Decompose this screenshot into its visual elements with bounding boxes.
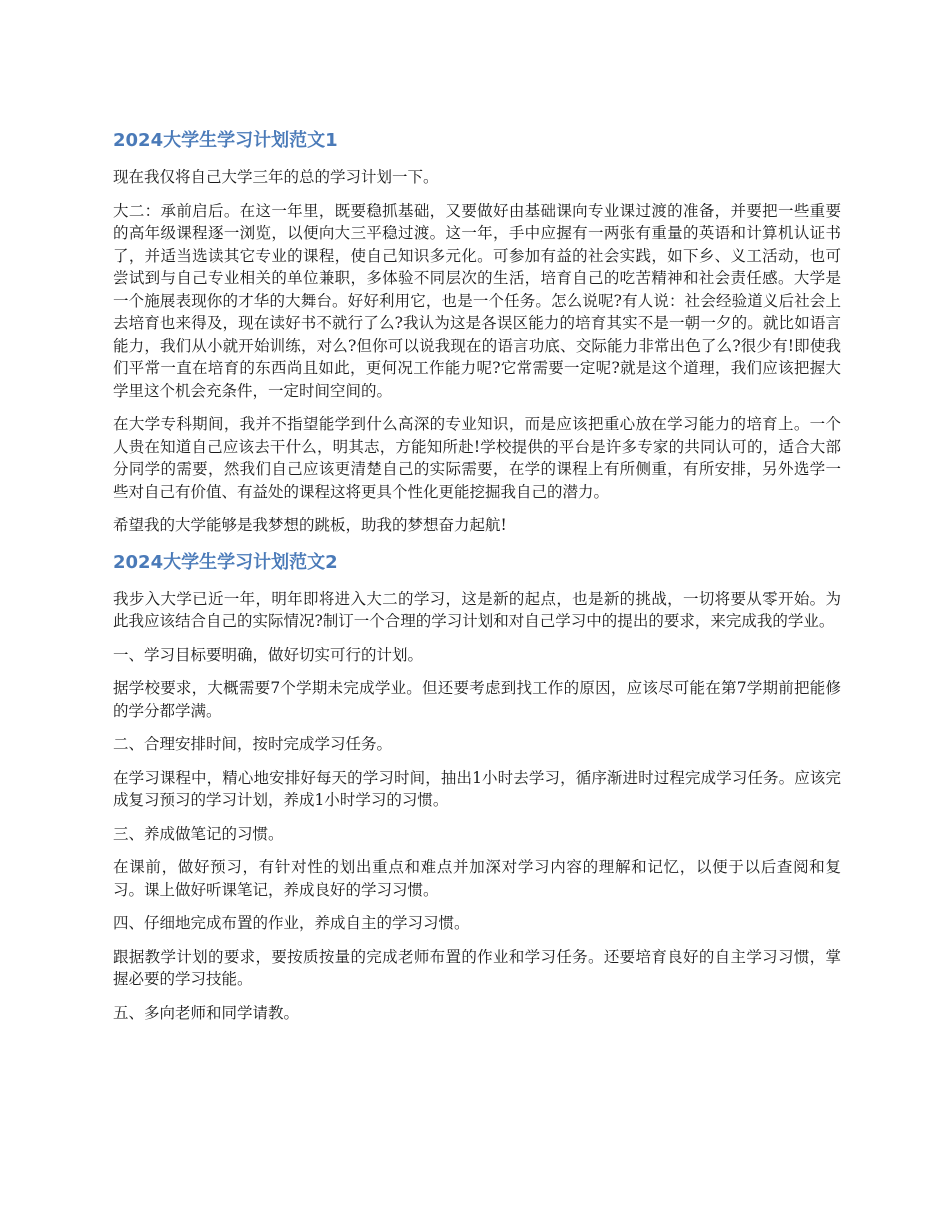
paragraph: 在学习课程中，精心地安排好每天的学习时间，抽出1小时去学习，循序渐进时过程完成学习任务。应该完成复习预习的学习计划，养成1小时学习的习惯。: [113, 768, 841, 809]
document-page: [113, 128, 841, 1035]
paragraph: 希望我的大学能够是我梦想的跳板，助我的梦想奋力起航!: [113, 516, 507, 534]
paragraph: 据学校要求，大概需要7个学期未完成学业。但还要考虑到找工作的原因，应该尽可能在第7学期前把能修的学分都学满。: [113, 679, 841, 720]
paragraph: 在大学专科期间，我并不指望能学到什么高深的专业知识，而是应该把重心放在学习能力的培育上。一个人贵在知道自己应该去干什么，明其志，方能知所赴!学校提供的平台是许多专家的共同认可的，适合大部分同学的需要，然我们自己应该更清楚自己的实际需要，在学的课程上有所侧重，有所安排，另外选学一些对自己有价值、有益处的课程这将更具个性化更能挖掘我自己的潜力。: [113, 415, 841, 501]
section-heading: 2024大学生学习计划范文2: [113, 551, 338, 573]
paragraph: 五、多向老师和同学请教。: [113, 1003, 300, 1022]
paragraph: 在课前，做好预习，有针对性的划出重点和难点并加深对学习内容的理解和记忆，以便于以后查阅和复习。课上做好听课笔记，养成良好的学习习惯。: [113, 858, 841, 899]
paragraph: 现在我仅将自己大学三年的总的学习计划一下。: [113, 168, 439, 186]
paragraph: 跟据教学计划的要求，要按质按量的完成老师布置的作业和学习任务。还要培育良好的自主学习习惯，掌握必要的学习技能。: [113, 947, 841, 988]
paragraph: 一、学习目标要明确，做好切实可行的计划。: [113, 645, 424, 664]
section-heading: 2024大学生学习计划范文1: [113, 130, 338, 151]
paragraph: 二、合理安排时间，按时完成学习任务。: [113, 735, 393, 753]
paragraph: 三、养成做笔记的习惯。: [113, 824, 284, 843]
section-2: [113, 550, 841, 1025]
paragraph: 大二：承前启后。在这一年里，既要稳抓基础，又要做好由基础课向专业课过渡的准备，并要把一些重要的高年级课程逐一浏览，以便向大三平稳过渡。这一年，手中应握有一两张有重量的英语和计算机认证书了，并适当选读其它专业的课程，使自己知识多元化。可参加有益的社会实践，如下乡、义工活动，也可尝试到与自己专业相关的单位兼职，多体验不同层次的生活，培育自己的吃苦精神和社会责任感。大学是一个施展表现你的才华的大舞台。好好利用它，也是一个任务。怎么说呢?有人说：社会经验道义后社会上去培育也来得及，现在读好书不就行了么?我认为这是各误区能力的培育其实不是一朝一夕的。就比如语言能力，我们从小就开始训练，对么?但你可以说我现在的语言功底、交际能力非常出色了么?很少有!即使我们平常一直在培育的东西尚且如此，更何况工作能力呢?它常需要一定呢?就是这个道理，我们应该把握大学里这个机会充条件，一定时间空间的。: [113, 201, 841, 400]
section-1: [113, 128, 841, 537]
paragraph: 我步入大学已近一年，明年即将进入大二的学习，这是新的起点，也是新的挑战，一切将要从零开始。为此我应该结合自己的实际情况?制订一个合理的学习计划和对自己学习中的提出的要求，来完成我的学业。: [113, 589, 841, 630]
paragraph: 四、仔细地完成布置的作业，养成自主的学习习惯。: [113, 914, 470, 932]
